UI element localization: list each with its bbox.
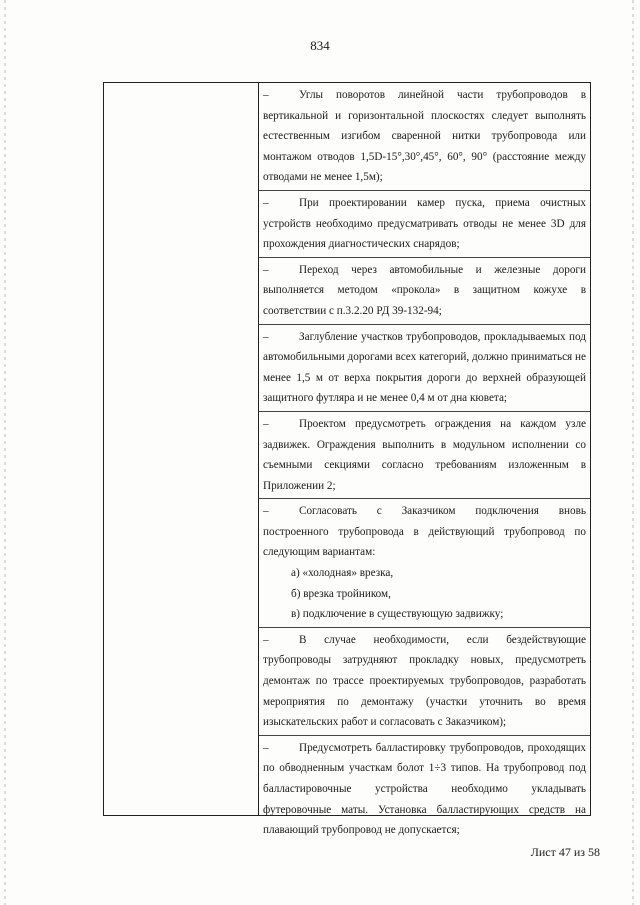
table-right-column — [259, 83, 590, 837]
list-item — [259, 499, 590, 628]
sub-item: б) врезка тройником, — [291, 587, 391, 600]
item-text: Переход через автомобильные и железные дороги выполняется методом «прокола» в защитном кожухе в соответствии с п.3.2.20 РД 39-132-94; — [263, 263, 586, 317]
item-dash: – — [263, 633, 269, 646]
item-text: При проектировании камер пуска, приема очистных устройств необходимо предусматривать отводы не менее 3D для прохождения диагностических снарядов; — [263, 196, 586, 251]
sub-item: а) «холодная» врезка, — [291, 567, 394, 580]
list-item — [259, 628, 590, 736]
list-item — [259, 83, 590, 191]
list-item — [259, 412, 590, 499]
requirements-table — [103, 82, 591, 837]
item-text: Согласовать с Заказчиком подключения вновь построенного трубопровода в действующий трубопровод по следующим вариантам: — [263, 505, 586, 559]
item-text: В случае необходимости, если бездействующие трубопроводы затрудняют прокладку новых, предусмотреть демонтаж по трассе проектируемых трубопроводов, разработать мероприятия по демонтажу (участки уточнить во время изыскательских работ и согласовать с Заказчиком); — [263, 633, 586, 729]
table-left-column — [104, 83, 259, 815]
item-dash: – — [263, 330, 269, 343]
item-text: Предусмотреть балластировку трубопроводов, проходящих по обводненным участкам болот 1÷3 типов. На трубопровод под балластировочные устройства необходимо укладывать футеровочные маты. Установка балластирующих средств на плавающий трубопровод не допускается; — [263, 741, 586, 837]
list-item — [259, 736, 590, 843]
scan-edge-left — [4, 0, 6, 905]
item-dash: – — [263, 417, 269, 430]
page-number: 834 — [310, 38, 330, 53]
item-text: Углы поворотов линейной части трубопроводов в вертикальной и горизонтальной плоскостях следует выполнять естественным изгибом сваренной нитки трубопровода или монтажом отводов 1,5D-15°,30°,45°, 60°, 90° (расстояние между отводами не менее 1,5м); — [263, 89, 586, 184]
item-dash: – — [263, 505, 269, 518]
item-dash: – — [263, 263, 269, 276]
item-text: Проектом предусмотреть ограждения на каждом узле задвижек. Ограждения выполнить в модульном исполнении со съемными секциями согласно требованиям изложенным в Приложении 2; — [263, 417, 586, 492]
item-dash: – — [263, 741, 269, 754]
list-item — [259, 258, 590, 325]
item-text: Заглубление участков трубопроводов, прокладываемых под автомобильными дорогами всех категорий, должно приниматься не менее 1,5 м от верха покрытия дороги до верхней образующей защитного футляра и не менее 0,4 м от дна кювета; — [263, 330, 586, 405]
scan-edge-right — [632, 0, 634, 905]
sub-item: в) подключение в существующую задвижку; — [291, 608, 504, 621]
item-dash: – — [263, 196, 269, 209]
sheet-counter: Лист 47 из 58 — [530, 845, 600, 859]
item-dash: – — [263, 89, 269, 101]
list-item — [259, 325, 590, 412]
list-item — [259, 191, 590, 258]
